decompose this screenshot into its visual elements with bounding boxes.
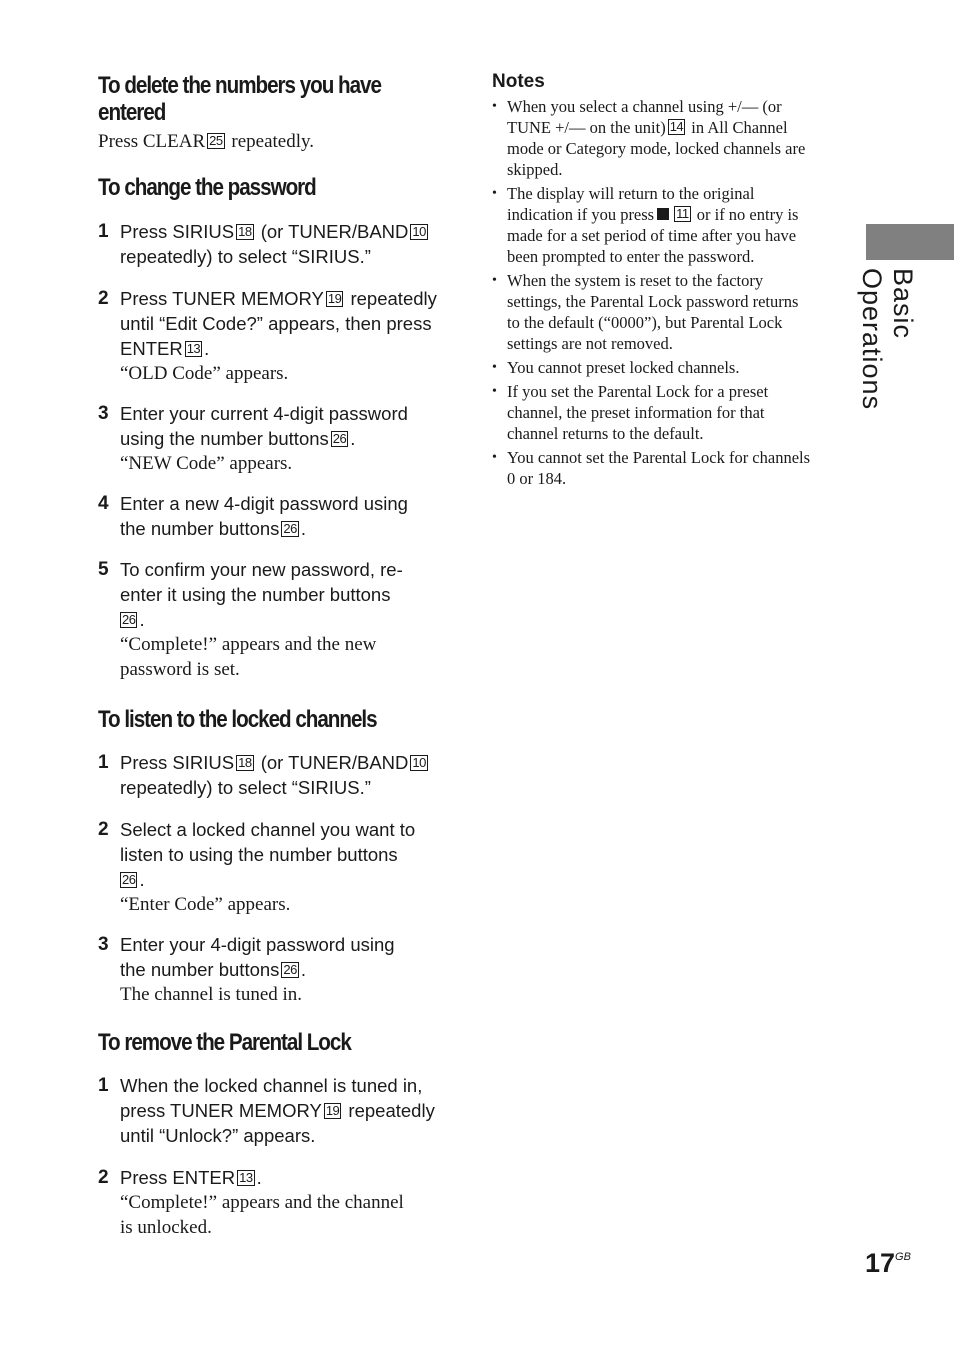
remove-step-2: 2 Press ENTER 13 . “Complete!” appears and the channel is unlocked. bbox=[98, 1167, 404, 1238]
note-item: • If you set the Parental Lock for a preset channel, the preset information for that channel returns to the default. bbox=[492, 382, 769, 443]
bullet-icon: • bbox=[492, 273, 497, 288]
listen-step-3: 3 Enter your 4-digit password using the number buttons 26 . The channel is tuned in. bbox=[98, 934, 395, 1005]
tuner-band-ref: 10 bbox=[412, 755, 426, 770]
remove-step-1: 1 When the locked channel is tuned in, press TUNER MEMORY 19 repeatedly until “Unlock?” appears. bbox=[98, 1075, 435, 1146]
notes-title: Notes bbox=[492, 71, 545, 92]
tuner-memory-ref: 19 bbox=[325, 1103, 340, 1118]
enter-ref: 13 bbox=[186, 341, 201, 356]
note-item: • When you select a channel using +/— (or TUNE +/— on the unit) 14 in All Channel mode or Category mode, locked channels are skipped. bbox=[492, 97, 806, 179]
stop-icon bbox=[657, 208, 669, 220]
delete-heading: To delete the numbers you have entered bbox=[98, 72, 381, 126]
bullet-icon: • bbox=[492, 186, 497, 201]
number-buttons-ref: 26 bbox=[283, 962, 297, 977]
section-tab bbox=[866, 224, 954, 260]
notes-column bbox=[492, 70, 848, 492]
enter-ref: 13 bbox=[239, 1170, 253, 1185]
listen-heading: To listen to the locked channels bbox=[98, 706, 377, 733]
page-number: $17^{GB}$ bbox=[865, 1248, 911, 1278]
change-password-heading: To change the password bbox=[98, 174, 316, 201]
bullet-icon: • bbox=[492, 99, 497, 114]
remove-heading: To remove the Parental Lock bbox=[98, 1029, 351, 1056]
change-step-5: 5 To confirm your new password, re- enter it using the number buttons 26 . “Complete!” appears and the new password is set. bbox=[98, 559, 403, 680]
listen-step-2: 2 Select a locked channel you want to listen to using the number buttons 26 . “Enter Code” appears. bbox=[98, 819, 416, 915]
delete-instruction: Press CLEAR 25 repeatedly. bbox=[98, 131, 315, 152]
number-buttons-ref: 26 bbox=[122, 872, 136, 887]
note-item: • When the system is reset to the factory settings, the Parental Lock password returns to the default (“0000”), but Parental Lock settings are not removed. bbox=[492, 271, 799, 353]
bullet-icon: • bbox=[492, 360, 497, 375]
page-suffix: GB bbox=[895, 1251, 911, 1263]
bullet-icon: • bbox=[492, 450, 497, 465]
number-buttons-ref: 26 bbox=[122, 612, 136, 627]
tune-ref: 14 bbox=[669, 119, 684, 134]
change-step-4: 4 Enter a new 4-digit password using the number buttons 26 . bbox=[98, 493, 408, 539]
bullet-icon: • bbox=[492, 384, 497, 399]
change-step-3: 3 Enter your current 4-digit password using the number buttons 26 . “NEW Code” appears. bbox=[98, 403, 408, 474]
number-buttons-ref: 26 bbox=[283, 521, 297, 536]
clear-button-ref: 25 bbox=[209, 133, 223, 148]
note-item: • You cannot preset locked channels. bbox=[492, 358, 740, 377]
note-item: • The display will return to the original indication if you press 11 or if no entry is made for a set period of time after you have been prompted to enter the password. bbox=[492, 184, 799, 266]
number-buttons-ref: 26 bbox=[332, 431, 347, 446]
left-column bbox=[98, 72, 458, 1240]
stop-ref: 11 bbox=[676, 206, 689, 221]
change-step-1: 1 Press SIRIUS 18 (or TUNER/BAND 10 repeatedly) to select “SIRIUS.” bbox=[98, 221, 426, 267]
listen-step-1: 1 Press SIRIUS 18 (or TUNER/BAND 10 repeatedly) to select “SIRIUS.” bbox=[98, 752, 426, 798]
note-item: • You cannot set the Parental Lock for channels 0 or 184. bbox=[492, 448, 811, 488]
tuner-band-ref: 10 bbox=[412, 224, 426, 239]
sirius-ref: 18 bbox=[238, 755, 252, 770]
tuner-memory-ref: 19 bbox=[327, 291, 342, 306]
sirius-ref: 18 bbox=[238, 224, 252, 239]
change-step-2: 2 Press TUNER MEMORY 19 repeatedly until “Edit Code?” appears, then press ENTER 13 . “OLD Code” appears. bbox=[98, 288, 437, 384]
section-label: Basic Operations bbox=[857, 268, 918, 411]
